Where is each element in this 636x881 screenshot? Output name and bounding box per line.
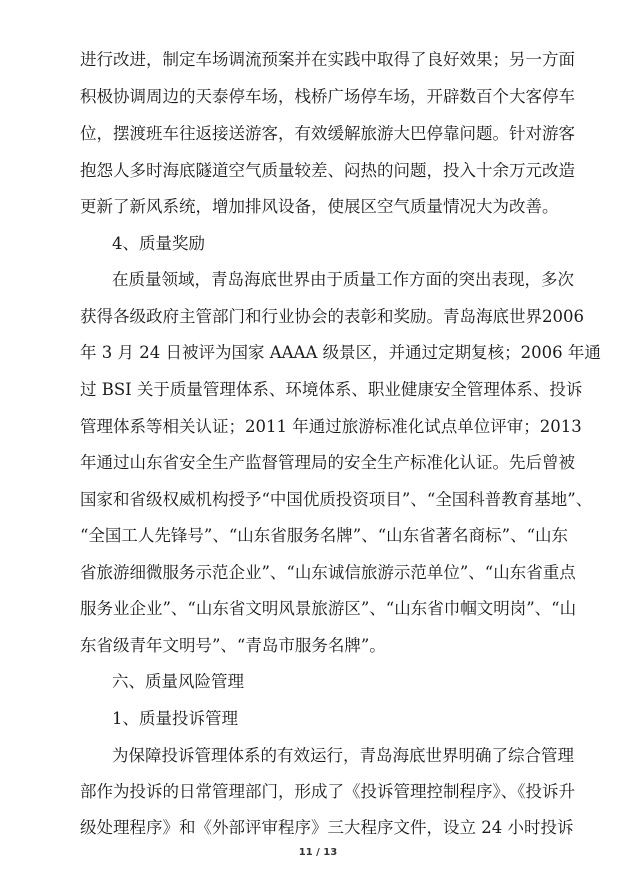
- text-line: 服务业企业”、“山东省文明风景旅游区”、“山东省巾帼文明岗”、“山: [80, 599, 577, 618]
- text-line: 更新了新风系统，增加排风设备，使展区空气质量情况大为改善。: [80, 197, 559, 216]
- text-line: 年通过山东省安全生产监督管理局的安全生产标准化认证。先后曾被: [80, 453, 575, 472]
- text-line: 抱怨人多时海底隧道空气质量较差、闷热的问题，投入十余万元改造: [80, 161, 575, 180]
- text-line: 年 3 月 24 日被评为国家 AAAA 级景区，并通过定期复核；2006 年通: [80, 343, 601, 362]
- section-heading: 六、质量风险管理: [112, 672, 244, 691]
- section-heading: 4、质量奖励: [112, 234, 205, 253]
- text-line: 过 BSI 关于质量管理体系、环境体系、职业健康安全管理体系、投诉: [80, 380, 583, 399]
- text-line: 进行改进，制定车场调流预案并在实践中取得了良好效果；另一方面: [80, 50, 575, 69]
- subsection-heading: 1、质量投诉管理: [112, 709, 238, 728]
- text-line: 级处理程序》和《外部评审程序》三大程序文件，设立 24 小时投诉: [80, 818, 574, 837]
- text-line: 部作为投诉的日常管理部门，形成了《投诉管理控制程序》、《投诉升: [80, 782, 575, 801]
- page-number: 11 / 13: [298, 847, 338, 858]
- paragraph-first-line: 为保障投诉管理体系的有效运行，青岛海底世界明确了综合管理: [112, 746, 574, 765]
- text-line: 东省级青年文明号”、“青岛市服务名牌”。: [80, 636, 386, 655]
- text-line: 管理体系等相关认证；2011 年通过旅游标准化试点单位评审；2013: [80, 417, 582, 436]
- paragraph-first-line: 在质量领域，青岛海底世界由于质量工作方面的突出表现，多次: [112, 270, 574, 289]
- text-line: “全国工人先锋号”、“山东省服务名牌”、“山东省著名商标”、“山东: [80, 526, 569, 545]
- text-line: 国家和省级权威机构授予“中国优质投资项目”、“全国科普教育基地”、: [80, 490, 593, 509]
- text-line: 省旅游细微服务示范企业”、“山东诚信旅游示范单位”、“山东省重点: [80, 563, 576, 582]
- text-line: 获得各级政府主管部门和行业协会的表彰和奖励。青岛海底世界2006: [80, 307, 584, 326]
- text-line: 位，摆渡班车往返接送游客，有效缓解旅游大巴停靠问题。针对游客: [80, 124, 575, 143]
- text-line: 积极协调周边的天泰停车场，栈桥广场停车场，开辟数百个大客停车: [80, 87, 575, 106]
